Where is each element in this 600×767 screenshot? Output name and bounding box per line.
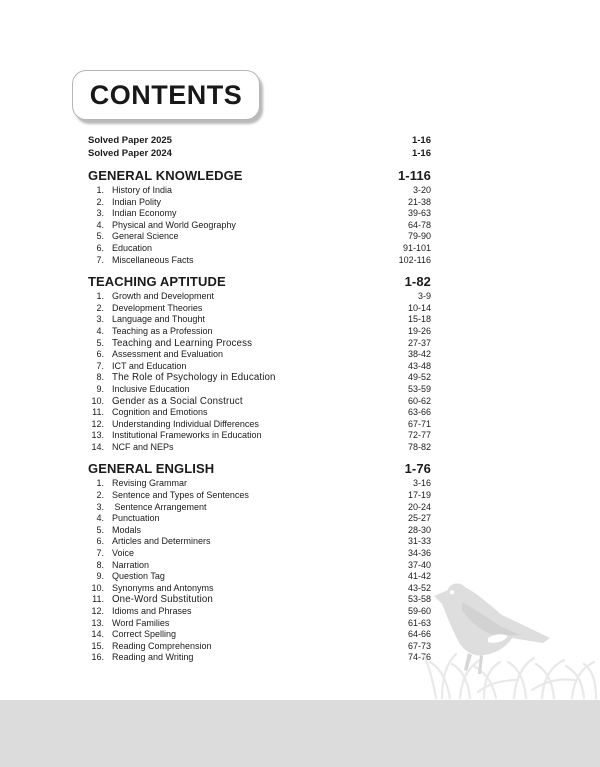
solved-paper-row — [88, 147, 431, 160]
toc-item-row — [88, 396, 431, 408]
item-title: Growth and Development — [112, 291, 215, 302]
item-pages: 79-90 — [407, 231, 431, 242]
item-title: Development Theories — [112, 302, 203, 313]
toc-item-row — [88, 594, 431, 606]
sections-list — [88, 167, 431, 664]
item-number: 6. — [96, 349, 104, 360]
item-pages: 10-14 — [407, 302, 431, 313]
item-pages: 102-116 — [398, 254, 431, 265]
toc-item-row — [88, 231, 431, 243]
contents-title-badge — [72, 70, 260, 120]
item-pages: 74-76 — [407, 652, 431, 663]
item-number: 14. — [91, 629, 104, 640]
item-title: Gender as a Social Construct — [112, 395, 243, 407]
item-title: Assessment and Evaluation — [112, 349, 224, 360]
toc-item-row — [88, 629, 431, 641]
item-pages: 37-40 — [407, 559, 431, 570]
item-pages: 43-48 — [407, 360, 431, 371]
item-pages: 3-16 — [412, 478, 431, 489]
toc-item-row — [88, 606, 431, 618]
item-pages: 59-60 — [407, 606, 431, 616]
item-pages: 91-101 — [402, 242, 431, 253]
item-pages: 19-26 — [407, 325, 431, 336]
section-header — [88, 460, 431, 478]
item-number: 14. — [91, 441, 104, 452]
solved-papers-list — [88, 134, 431, 160]
item-number: 12. — [91, 606, 104, 616]
item-pages: 28-30 — [407, 524, 431, 535]
item-pages: 64-66 — [407, 629, 431, 640]
item-title: Narration — [112, 559, 150, 570]
item-pages: 3-9 — [417, 291, 431, 302]
item-title: Indian Economy — [112, 208, 177, 219]
item-title: Voice — [112, 548, 135, 559]
item-title: Synonyms and Antonyms — [112, 582, 214, 593]
toc-item-row — [88, 220, 431, 232]
toc-item-row — [88, 407, 431, 419]
toc-item-row — [88, 430, 431, 442]
item-number: 3. — [96, 501, 104, 512]
toc-item-row — [88, 361, 431, 373]
item-title: Reading Comprehension — [112, 640, 212, 651]
toc-item-row — [88, 652, 431, 664]
item-pages: 63-66 — [407, 407, 431, 418]
toc-item-row — [88, 502, 431, 514]
item-title: NCF and NEPs — [112, 441, 174, 452]
item-pages: 38-42 — [407, 349, 431, 360]
item-title: Teaching as a Profession — [112, 325, 213, 336]
item-title: History of India — [112, 185, 173, 195]
item-title: Physical and World Geography — [112, 219, 236, 230]
section-title: TEACHING APTITUDE — [88, 274, 226, 290]
toc-item-row — [88, 326, 431, 338]
item-pages: 78-82 — [407, 441, 431, 452]
item-title: The Role of Psychology in Education — [112, 372, 276, 384]
item-number: 9. — [96, 571, 104, 582]
item-pages: 67-73 — [407, 640, 431, 651]
toc-item-row — [88, 372, 431, 384]
item-pages: 72-77 — [407, 430, 431, 441]
item-number: 1. — [96, 478, 104, 489]
toc-item-row — [88, 560, 431, 572]
bird-on-foliage-watermark-icon — [422, 580, 600, 700]
item-title: Word Families — [112, 617, 170, 628]
item-number: 7. — [96, 548, 104, 559]
toc-item-row — [88, 243, 431, 255]
item-number: 11. — [92, 594, 104, 605]
solved-paper-pages: 1-16 — [411, 135, 431, 146]
item-title: Teaching and Learning Process — [112, 337, 253, 349]
item-number: 15. — [91, 640, 104, 651]
toc-item-row — [88, 571, 431, 583]
item-number: 4. — [96, 513, 104, 524]
item-title: Idioms and Phrases — [112, 606, 192, 616]
section-title: GENERAL ENGLISH — [88, 461, 215, 477]
item-pages: 15-18 — [407, 314, 431, 325]
item-title: Modals — [112, 524, 142, 535]
toc-item-row — [88, 536, 431, 548]
item-number: 4. — [96, 325, 104, 336]
item-pages: 53-59 — [407, 383, 431, 394]
item-number: 11. — [92, 407, 104, 418]
item-title: Correct Spelling — [112, 629, 177, 640]
item-title: Indian Polity — [112, 196, 162, 207]
item-title: Punctuation — [112, 513, 160, 524]
toc-item-row — [88, 255, 431, 267]
table-of-contents — [88, 134, 431, 664]
toc-item-row — [88, 338, 431, 350]
toc-item-row — [88, 384, 431, 396]
item-number: 2. — [96, 490, 104, 501]
toc-item-row — [88, 185, 431, 197]
item-number: 5. — [96, 231, 104, 242]
item-title: Question Tag — [112, 571, 165, 582]
toc-item-row — [88, 548, 431, 560]
item-title: ICT and Education — [112, 360, 187, 371]
item-title: Sentence and Types of Sentences — [112, 490, 249, 501]
item-pages: 34-36 — [407, 548, 431, 559]
section-header — [88, 167, 431, 185]
item-pages: 53-58 — [407, 594, 431, 605]
item-pages: 67-71 — [407, 418, 431, 429]
item-title: Articles and Determiners — [112, 536, 211, 547]
item-number: 12. — [91, 418, 104, 429]
section-header — [88, 273, 431, 291]
item-title: One-Word Substitution — [112, 594, 213, 606]
section-title: GENERAL KNOWLEDGE — [88, 168, 243, 183]
toc-item-row — [88, 618, 431, 630]
item-number: 1. — [96, 291, 104, 302]
item-pages: 20-24 — [407, 501, 431, 512]
item-pages: 60-62 — [407, 395, 431, 406]
item-pages: 3-20 — [412, 185, 431, 195]
toc-item-row — [88, 442, 431, 454]
item-number: 6. — [96, 242, 104, 253]
item-number: 7. — [96, 254, 104, 265]
item-pages: 43-52 — [407, 582, 431, 593]
footer-band — [0, 700, 600, 767]
item-title: Education — [112, 242, 153, 253]
item-number: 10. — [91, 582, 104, 593]
toc-item-row — [88, 583, 431, 595]
item-pages: 39-63 — [407, 208, 431, 219]
item-number: 7. — [96, 360, 104, 371]
item-title: Institutional Frameworks in Education — [112, 430, 262, 441]
section-pages: 1-116 — [397, 168, 431, 183]
item-number: 8. — [96, 372, 104, 383]
item-number: 8. — [96, 559, 104, 570]
toc-item-row — [88, 641, 431, 653]
item-pages: 21-38 — [407, 196, 431, 207]
item-number: 3. — [96, 314, 104, 325]
item-number: 13. — [91, 617, 104, 628]
item-title: Miscellaneous Facts — [112, 254, 194, 265]
solved-paper-label: Solved Paper 2025 — [88, 135, 172, 146]
solved-paper-pages: 1-16 — [411, 148, 431, 159]
toc-item-row — [88, 314, 431, 326]
item-number: 13. — [91, 430, 104, 441]
toc-item-row — [88, 419, 431, 431]
toc-section — [88, 460, 431, 664]
item-title: Cognition and Emotions — [112, 407, 208, 418]
toc-item-row — [88, 197, 431, 209]
item-title: Reading and Writing — [112, 652, 194, 663]
item-pages: 64-78 — [407, 219, 431, 230]
item-number: 10. — [91, 395, 104, 406]
item-number: 3. — [96, 208, 104, 219]
toc-item-row — [88, 349, 431, 361]
page-title: CONTENTS — [89, 79, 243, 110]
toc-item-row — [88, 303, 431, 315]
item-number: 2. — [96, 196, 104, 207]
toc-item-row — [88, 208, 431, 220]
item-title: Language and Thought — [112, 314, 205, 325]
solved-paper-label: Solved Paper 2024 — [88, 148, 172, 159]
item-pages: 27-37 — [407, 337, 431, 348]
item-pages: 17-19 — [407, 490, 431, 501]
item-number: 9. — [96, 383, 104, 394]
section-pages: 1-82 — [404, 274, 431, 290]
toc-item-row — [88, 525, 431, 537]
item-title: Inclusive Education — [112, 383, 190, 394]
item-title: Revising Grammar — [112, 478, 188, 489]
item-number: 6. — [96, 536, 104, 547]
item-number: 5. — [96, 337, 104, 348]
toc-item-row — [88, 513, 431, 525]
item-title: Sentence Arrangement — [112, 501, 207, 512]
solved-paper-row — [88, 134, 431, 147]
item-pages: 49-52 — [407, 372, 431, 383]
item-pages: 25-27 — [407, 513, 431, 524]
item-title: Understanding Individual Differences — [112, 418, 259, 429]
toc-section — [88, 273, 431, 453]
toc-item-row — [88, 291, 431, 303]
toc-item-row — [88, 478, 431, 490]
toc-item-row — [88, 490, 431, 502]
item-number: 5. — [96, 524, 104, 535]
item-number: 4. — [96, 219, 104, 230]
item-number: 16. — [91, 652, 104, 663]
toc-section — [88, 167, 431, 266]
item-pages: 61-63 — [407, 617, 431, 628]
section-pages: 1-76 — [404, 461, 431, 477]
item-title: General Science — [112, 231, 179, 242]
item-number: 2. — [96, 302, 104, 313]
item-pages: 41-42 — [407, 571, 431, 582]
item-pages: 31-33 — [407, 536, 431, 547]
item-number: 1. — [96, 185, 104, 195]
